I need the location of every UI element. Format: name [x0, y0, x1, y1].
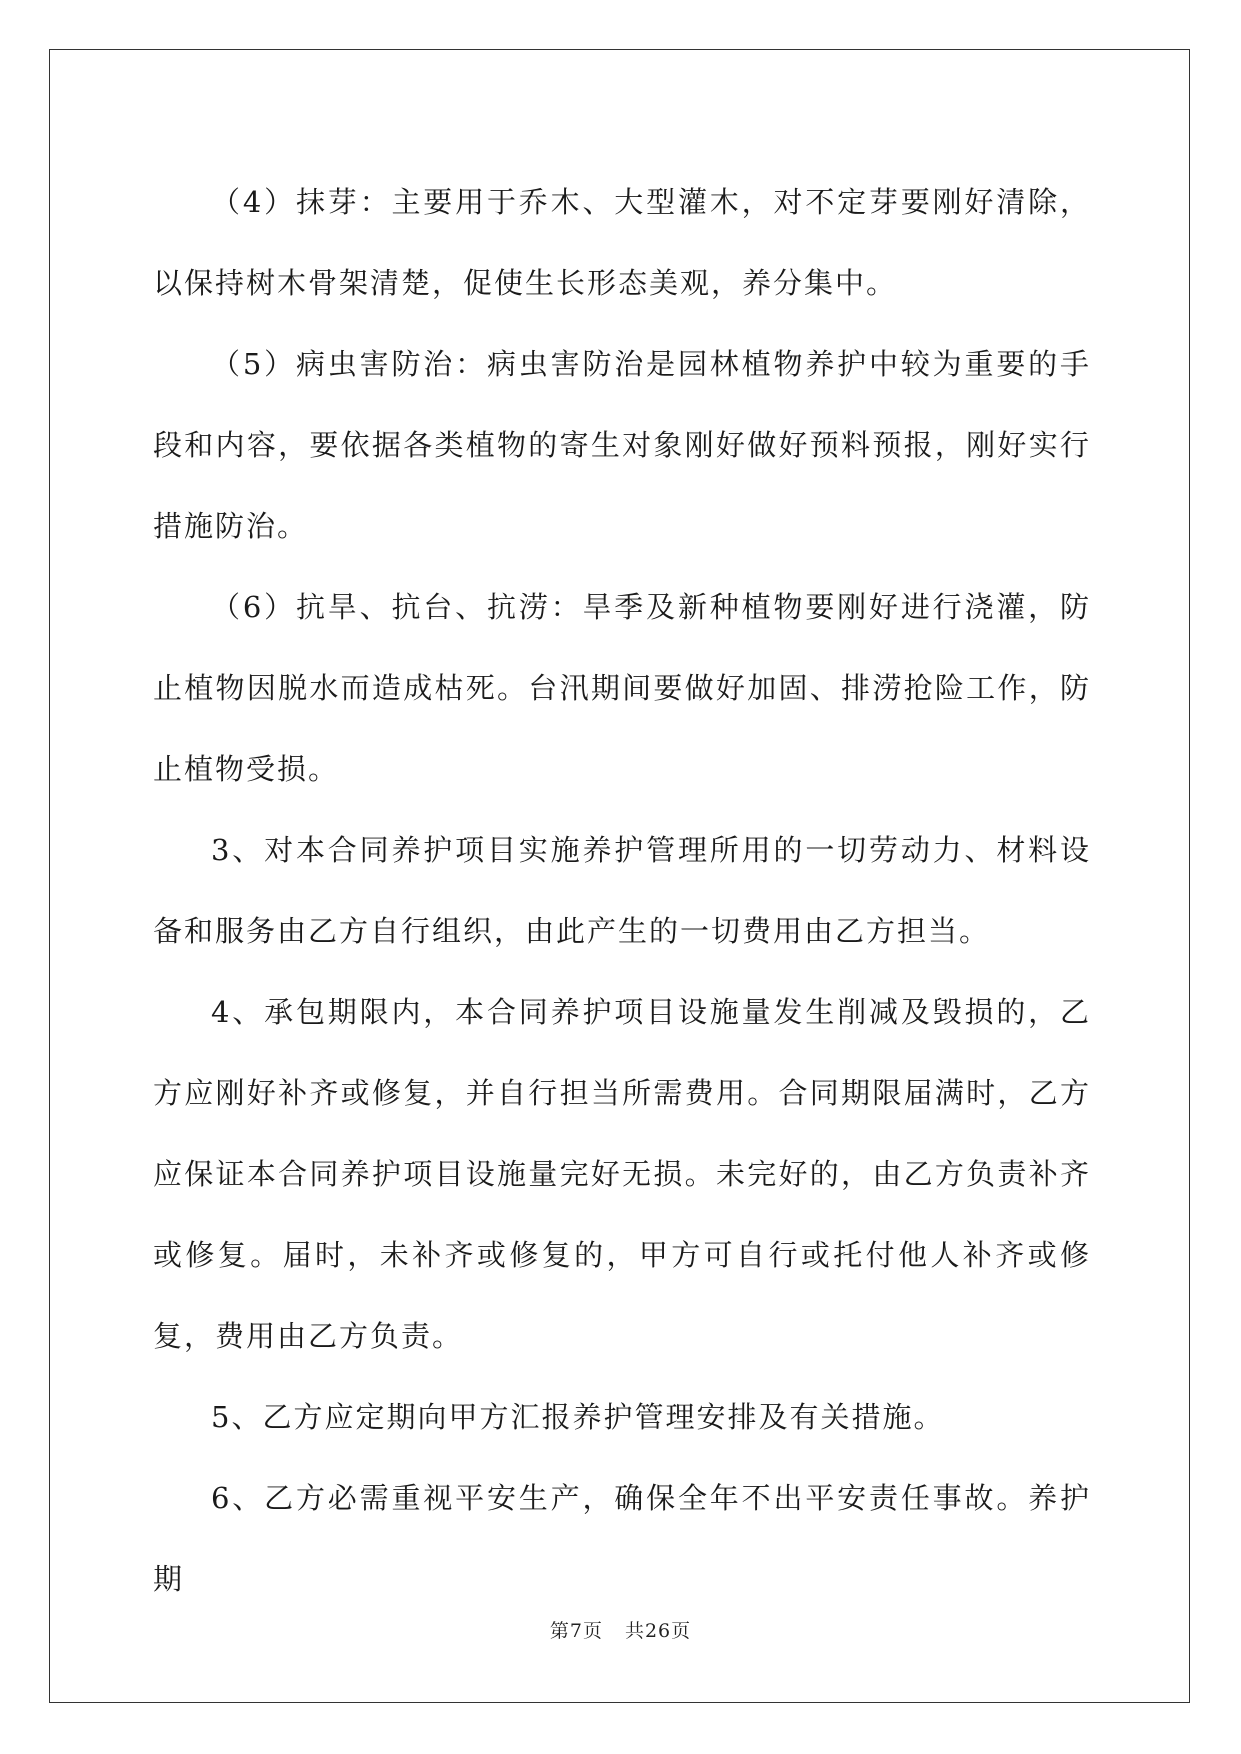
paragraph-pest-control: （5）病虫害防治：病虫害防治是园林植物养护中较为重要的手段和内容，要依据各类植物的寄生对象刚好做好预料预报，刚好实行措施防治。: [153, 347, 1091, 543]
paragraph-drought-typhoon-flood: （6）抗旱、抗台、抗涝：旱季及新种植物要刚好进行浇灌，防止植物因脱水而造成枯死。台汛期间要做好加固、排涝抢险工作，防止植物受损。: [153, 590, 1091, 786]
paragraph-clause-3: 3、对本合同养护项目实施养护管理所用的一切劳动力、材料设备和服务由乙方自行组织，由此产生的一切费用由乙方担当。: [153, 833, 1091, 948]
paragraph-clause-5: 5、乙方应定期向甲方汇报养护管理安排及有关措施。: [211, 1400, 945, 1434]
page-number: 第7页: [549, 1620, 603, 1642]
document-body: [153, 162, 1091, 1620]
paragraph-pruning-buds: （4）抹芽：主要用于乔木、大型灌木，对不定芽要刚好清除，以保持树木骨架清楚，促使生长形态美观，养分集中。: [153, 185, 1091, 300]
paragraph-clause-4: 4、承包期限内，本合同养护项目设施量发生削减及毁损的，乙方应刚好补齐或修复，并自行担当所需费用。合同期限届满时，乙方应保证本合同养护项目设施量完好无损。未完好的，由乙方负责补齐或修复。届时，未补齐或修复的，甲方可自行或托付他人补齐或修复，费用由乙方负责。: [153, 995, 1091, 1353]
page-footer: [0, 1616, 1241, 1643]
paragraph-clause-6: 6、乙方必需重视平安生产，确保全年不出平安责任事故。养护期: [153, 1481, 1091, 1596]
total-pages: 共26页: [624, 1620, 692, 1642]
